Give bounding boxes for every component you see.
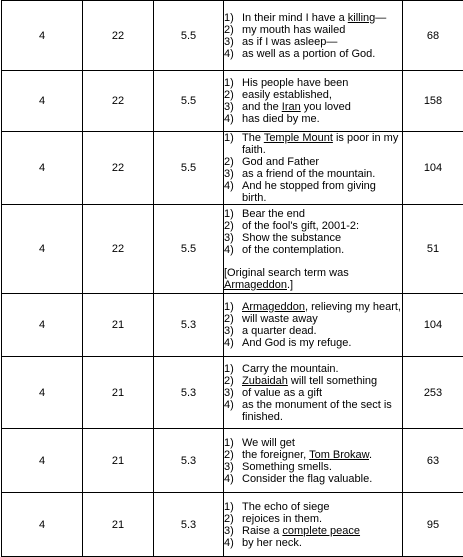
poem-lines — [224, 132, 402, 204]
line-number: 2) — [224, 220, 242, 232]
table-row — [2, 132, 463, 205]
poem-line — [224, 244, 402, 256]
score-cell: 68 — [403, 1, 463, 71]
table-row — [2, 429, 463, 493]
text-segment: The echo of siege — [242, 501, 329, 513]
poem-line — [224, 399, 402, 423]
line-text — [242, 132, 402, 156]
poem-line — [224, 36, 402, 48]
line-number: 1) — [224, 363, 242, 375]
line-number: 4) — [224, 399, 242, 423]
line-number: 2) — [224, 449, 242, 461]
table-row — [2, 493, 463, 557]
score-cell: 104 — [403, 294, 463, 357]
line-text — [242, 244, 402, 256]
line-text — [242, 208, 402, 220]
line-number: 2) — [224, 313, 242, 325]
poem-line — [224, 513, 402, 525]
line-number: 4) — [224, 180, 242, 204]
cell-c3: 5.3 — [154, 357, 224, 429]
poem-line — [224, 375, 402, 387]
poem-line — [224, 313, 402, 325]
poem-cell — [224, 429, 403, 493]
poem-lines — [224, 437, 402, 485]
text-segment: will waste away — [242, 313, 318, 325]
cell-c1: 4 — [2, 205, 83, 294]
text-segment: Raise a — [242, 525, 282, 537]
line-text — [242, 437, 402, 449]
line-text — [242, 48, 402, 60]
line-number: 3) — [224, 232, 242, 244]
cell-c2: 22 — [83, 1, 154, 71]
underlined-term: Tom Brokaw — [309, 449, 369, 461]
cell-c1: 4 — [2, 294, 83, 357]
text-segment: and the — [242, 101, 282, 113]
text-segment: will tell something — [288, 375, 377, 387]
line-text — [242, 461, 402, 473]
text-segment: His people have been — [242, 77, 348, 89]
underlined-term: Temple Mount — [264, 132, 333, 144]
line-text — [242, 220, 402, 232]
line-number: 2) — [224, 375, 242, 387]
poem-lines — [224, 363, 402, 423]
line-text — [242, 473, 402, 485]
poem-line — [224, 77, 402, 89]
line-text — [242, 113, 402, 125]
line-text — [242, 77, 402, 89]
line-text — [242, 313, 402, 325]
line-text — [242, 301, 402, 313]
line-text — [242, 399, 402, 423]
cell-c2: 22 — [83, 71, 154, 132]
line-text — [242, 337, 402, 349]
score-cell: 253 — [403, 357, 463, 429]
cell-c2: 22 — [83, 205, 154, 294]
table-row — [2, 294, 463, 357]
line-number: 1) — [224, 501, 242, 513]
line-number: 3) — [224, 325, 242, 337]
line-text — [242, 232, 402, 244]
poem-line — [224, 473, 402, 485]
line-text — [242, 325, 402, 337]
line-number: 2) — [224, 24, 242, 36]
text-segment: . — [369, 449, 372, 461]
table-row — [2, 1, 463, 71]
poem-line — [224, 180, 402, 204]
line-number: 1) — [224, 301, 242, 313]
text-segment: , relieving my heart, — [305, 301, 401, 313]
poem-cell — [224, 205, 403, 294]
cell-c1: 4 — [2, 429, 83, 493]
underlined-term: Iran — [282, 101, 301, 113]
poem-line — [224, 89, 402, 101]
line-text — [242, 89, 402, 101]
poem-line — [224, 461, 402, 473]
cell-c3: 5.5 — [154, 1, 224, 71]
line-text — [242, 363, 402, 375]
poem-line — [224, 101, 402, 113]
line-text — [242, 168, 402, 180]
text-segment: [Original search term was — [224, 267, 349, 279]
cell-c1: 4 — [2, 71, 83, 132]
text-segment: you loved — [301, 101, 351, 113]
text-segment: of the fool's gift, 2001-2: — [242, 220, 359, 232]
text-segment: of value as a gift — [242, 387, 322, 399]
text-segment: Carry the mountain. — [242, 363, 339, 375]
text-segment: And God is my refuge. — [242, 337, 351, 349]
cell-c1: 4 — [2, 132, 83, 205]
table-row — [2, 71, 463, 132]
line-text — [242, 387, 402, 399]
text-segment: In their mind I have a — [242, 12, 348, 24]
text-segment: as if I was asleep— — [242, 36, 337, 48]
text-segment: easily established, — [242, 89, 332, 101]
text-segment: We will get — [242, 437, 295, 449]
line-number: 2) — [224, 89, 242, 101]
poem-line — [224, 501, 402, 513]
poem-line — [224, 113, 402, 125]
text-segment: as a friend of the mountain. — [242, 168, 375, 180]
poem-line — [224, 132, 402, 156]
poem-lines — [224, 208, 402, 256]
text-segment: rejoices in them. — [242, 513, 322, 525]
line-number: 4) — [224, 337, 242, 349]
cell-c3: 5.5 — [154, 205, 224, 294]
cell-c1: 4 — [2, 493, 83, 557]
poem-line — [224, 24, 402, 36]
table-row — [2, 205, 463, 294]
cell-c3: 5.5 — [154, 71, 224, 132]
poem-line — [224, 525, 402, 537]
poem-line — [224, 449, 402, 461]
poem-line — [224, 208, 402, 220]
underlined-term: Armageddon — [224, 279, 287, 291]
cell-c2: 22 — [83, 132, 154, 205]
line-number: 1) — [224, 12, 242, 24]
line-text — [242, 449, 402, 461]
line-number: 3) — [224, 525, 242, 537]
underlined-term: Armageddon — [242, 301, 305, 313]
underlined-term: complete peace — [282, 525, 360, 537]
text-segment: — — [375, 12, 386, 24]
cell-c3: 5.5 — [154, 132, 224, 205]
cell-c1: 4 — [2, 1, 83, 71]
text-segment: And he stopped from giving birth. — [242, 180, 376, 204]
poem-lines — [224, 12, 402, 60]
cell-c2: 21 — [83, 493, 154, 557]
cell-c2: 21 — [83, 357, 154, 429]
line-text — [242, 101, 402, 113]
text-segment: a quarter dead. — [242, 325, 317, 337]
line-number: 3) — [224, 36, 242, 48]
score-cell: 51 — [403, 205, 463, 294]
cell-c2: 21 — [83, 294, 154, 357]
cell-c3: 5.3 — [154, 429, 224, 493]
line-text — [242, 513, 402, 525]
cell-c1: 4 — [2, 357, 83, 429]
text-segment: Bear the end — [242, 208, 305, 220]
line-number: 1) — [224, 77, 242, 89]
table-row — [2, 357, 463, 429]
table-body — [2, 1, 463, 557]
score-cell: 95 — [403, 493, 463, 557]
text-segment: as well as a portion of God. — [242, 48, 375, 60]
line-number: 3) — [224, 101, 242, 113]
poem-line — [224, 232, 402, 244]
poem-line — [224, 12, 402, 24]
line-number: 2) — [224, 156, 242, 168]
line-number: 4) — [224, 244, 242, 256]
line-number: 4) — [224, 113, 242, 125]
text-segment: my mouth has wailed — [242, 24, 345, 36]
poem-score-table — [1, 0, 463, 557]
poem-cell — [224, 1, 403, 71]
line-number: 4) — [224, 537, 242, 549]
underlined-term: killing — [348, 12, 376, 24]
poem-lines — [224, 77, 402, 125]
poem-line — [224, 301, 402, 313]
text-segment: Something smells. — [242, 461, 332, 473]
line-number: 3) — [224, 461, 242, 473]
line-number: 1) — [224, 437, 242, 449]
poem-cell — [224, 493, 403, 557]
poem-lines — [224, 501, 402, 549]
line-number: 4) — [224, 48, 242, 60]
line-number: 1) — [224, 132, 242, 156]
cell-c3: 5.3 — [154, 294, 224, 357]
underlined-term: Zubaidah — [242, 375, 288, 387]
text-segment: Show the substance — [242, 232, 341, 244]
poem-line — [224, 437, 402, 449]
poem-line — [224, 220, 402, 232]
line-number: 3) — [224, 168, 242, 180]
line-text — [242, 180, 402, 204]
score-cell: 63 — [403, 429, 463, 493]
poem-line — [224, 325, 402, 337]
poem-line — [224, 363, 402, 375]
line-text — [242, 12, 402, 24]
text-segment: of the contemplation. — [242, 244, 344, 256]
search-term-note — [224, 267, 402, 291]
poem-cell — [224, 357, 403, 429]
poem-line — [224, 168, 402, 180]
poem-line — [224, 387, 402, 399]
line-text — [242, 537, 402, 549]
score-cell: 104 — [403, 132, 463, 205]
text-segment: .] — [287, 279, 293, 291]
text-segment: Consider the flag valuable. — [242, 473, 372, 485]
line-number: 2) — [224, 513, 242, 525]
text-segment: has died by me. — [242, 113, 320, 125]
line-number: 4) — [224, 473, 242, 485]
line-text — [242, 24, 402, 36]
line-number: 1) — [224, 208, 242, 220]
line-number: 3) — [224, 387, 242, 399]
text-segment: God and Father — [242, 156, 319, 168]
score-cell: 158 — [403, 71, 463, 132]
poem-line — [224, 48, 402, 60]
line-text — [242, 501, 402, 513]
line-text — [242, 36, 402, 48]
text-segment: is poor in my faith. — [242, 132, 398, 156]
poem-line — [224, 156, 402, 168]
poem-cell — [224, 71, 403, 132]
text-segment: The — [242, 132, 264, 144]
text-segment: by her neck. — [242, 537, 302, 549]
line-text — [242, 156, 402, 168]
text-segment: the foreigner, — [242, 449, 309, 461]
poem-line — [224, 337, 402, 349]
poem-lines — [224, 301, 402, 349]
line-text — [242, 525, 402, 537]
cell-c3: 5.3 — [154, 493, 224, 557]
text-segment: as the monument of the sect is finished. — [242, 399, 392, 423]
cell-c2: 21 — [83, 429, 154, 493]
poem-cell — [224, 294, 403, 357]
line-text — [242, 375, 402, 387]
poem-cell — [224, 132, 403, 205]
poem-line — [224, 537, 402, 549]
